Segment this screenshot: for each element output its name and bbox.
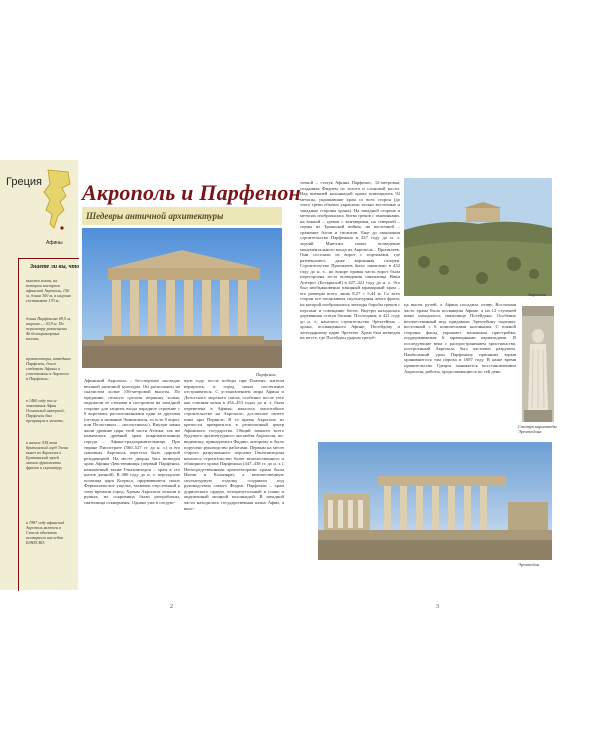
acropolis-photo xyxy=(404,178,552,296)
page-number-right: 3 xyxy=(436,604,439,610)
sidebar-note: архитекторы, возведшие Парфенон, долго создавали Афины и участвовали в Акрополе и Парфенон; xyxy=(26,356,72,381)
sidebar-title: Знаете ли вы, что xyxy=(30,264,80,270)
parthenon-caption: Парфенон xyxy=(256,372,276,377)
parthenon-photo xyxy=(82,228,282,368)
text-column-1: Афинский Акрополь – бесспертное наследие великой античной культуры. Он расположен на скалистом холме 156-метровой высоты. По преданию, пеласги срезали вершину холма, окружили ее стенами и построили на западной стороне для защиты входа парадное строение с 9 воротами, расположенными одни за другими (отсюда и название Эннеапилон, то есть 9 ворот, или Пеласгикон – «пеласгикон»). Внутри замка жили древние цари этой части Аттики, так же называлась древний храм покровительница города – Афина-градохранительница. При тиране Писистрате (560–527 гг. до н. э.) и его сыновьях Акрополь перестал быть царской резиденцией. На месте дворца был возведен храм Афины-Девственницы (первый Парфенон, называемый также Гекатомпедон – храм в сто шагов длиной). В 480 году до н. э. персидские полчища царя Ксеркса, прорвавшиеся своих Фермопильское ущелье, захвачен опустевший к тому времени город. Храмы Акрополя лежали в руинах, их сокровища были разграблены, святилища осквернены. Однако уже в следую- xyxy=(84,378,180,506)
erechtheion-photo xyxy=(318,442,552,560)
sidebar-note: высота холма, на котором построен афинский Акрополь, 156 м, длина 300 м, а ширина составляет 170 м; xyxy=(26,278,71,303)
article-subtitle: Шедевры античной архитектуры xyxy=(86,211,224,221)
sidebar-note: в начале XIX века британский лорд Элгин вывез из Акрополя в Британский музей многие фрагменты фризов и скульптур; xyxy=(26,440,69,470)
sidebar-note: длина Парфенона 69,5 м, ширина — 30,9 м. По периметру размещены 46 беломраморных колонн; xyxy=(26,316,71,341)
text-column-2: щем году, после победы при Платеях, жители вернулись, и город начал постепенно отстраиваться. С установлением мира Афина и Делосского морского союза, особенно после того как союзная казна в 454–453 годах до н. э. была перевезена в Афины, началось масштабное строительство на Акрополе, достигшее своего пика при Перикле. В то время Акрополь из крепости превратился в религиозный центр Афинского государства. Общий замысел всего будущего архитектурного ансамбля Акрополя, по-видимому, принадлежал Фидию, которому и было поручено руководство работами. Первым на месте старого разрушенного персами Гекатомпедона началось строительство более величественного и обширного храма Парфенона (447–438 гг. до н. э.). Непосредственными архитекторами храма были Иктин и Калликрат, а величественную скульптурную отделку создавали под руководством самого Фидия. Парфенон – храм дорического ордера, четырехугольный в плане и окруженный мощной колоннадой. В западной части находилась государственная казна Афин, а внос- xyxy=(184,378,284,511)
country-label: Греция xyxy=(6,176,42,188)
sidebar-note: в 1987 году афинский Акрополь включен в Список объектов всемирного наследия ЮНЕСКО. xyxy=(26,520,65,545)
greece-map-icon xyxy=(40,166,76,246)
athens-map-label: Афины xyxy=(46,240,63,246)
sidebar-note: в 1460 году после завоевания Афин Османской империей, Парфенон был превращен в мечеть; xyxy=(26,398,65,423)
article-title: Акрополь и Парфенон xyxy=(82,180,301,205)
acropolis-caption: Акрополь xyxy=(528,292,546,297)
erechtheion-caption: Эрехтейон xyxy=(518,562,540,567)
page-number-left: 2 xyxy=(170,604,173,610)
caryatid-photo xyxy=(522,306,554,422)
caryatid-caption: Статуя кариатиды Эрехтейона xyxy=(518,424,557,434)
text-column-4: ца высек ручей, а Афина посадила оливу. Восточная часть храма была посвящена Афине, а на 12 ступеней ниже находилось святилище Посейдона. Особенно величественный вид придавали Эрехтейону портики: восточный с 6 ионическими колоннами. С южной стороны фасад украшает маленькая пристройка, поддерживаемая 6 мраморными кариатидами. В последующие века с распространением христианства, построенный Акрополь был частично разрушен. Наибольший урон Парфенону причинил взрыв хранившегося там пороха в 1687 году. В наше время правительство Греции занимается восстановлением Акрополя, работы, продолжающиеся по сей день. xyxy=(404,302,516,374)
text-column-3: точкой – статуя Афины Парфенос, 12-метровая, созданная Фидием из золота и слоновой кости. Над внешней колоннадой храма помещались 92 метопы, украшавшие храм со всех сторон (до этого греки обычно украшали только восточные и западные стороны храма). На западной стороне и метопах изображалась битва греков с амазонками, на южной – греков с кентаврами, на северной – сцены из Троянской войны, на восточной – сражение богов и гигантов. Еще до окончания строительства Парфенона в 437 году до н. э. зодчий Мнесикл начал возведение монументального входа на Акрополь – Пропилеев. Они состояли из ворот с портиками, где размещались даже картинная галерея. Строительство Пропилеев было закончено в 432 году до н. э., но вскоре правая часть ворот была перестроена из-за возведения святилища Ники Аптерос (Бескрылой) в 427–421 году до н. э. Это был необыкновенно изящный мраморный храм – его размеры всего лишь 8,27 × 5,44 м. Со всех сторон его опоясывала скульптурная лента фриза, на которой изображались эпизоды борьбы греков с персами и совещание богов. Внутри находилась деревянная статуя богини. Последним, в 421 году до н. э., началось строительство Эрехтейона – храма, посвященного Афине, Посейдону и легендарному царю Эрехтею. Храм был возведен на месте, где Посейдон ударом трезуб- xyxy=(300,180,400,341)
